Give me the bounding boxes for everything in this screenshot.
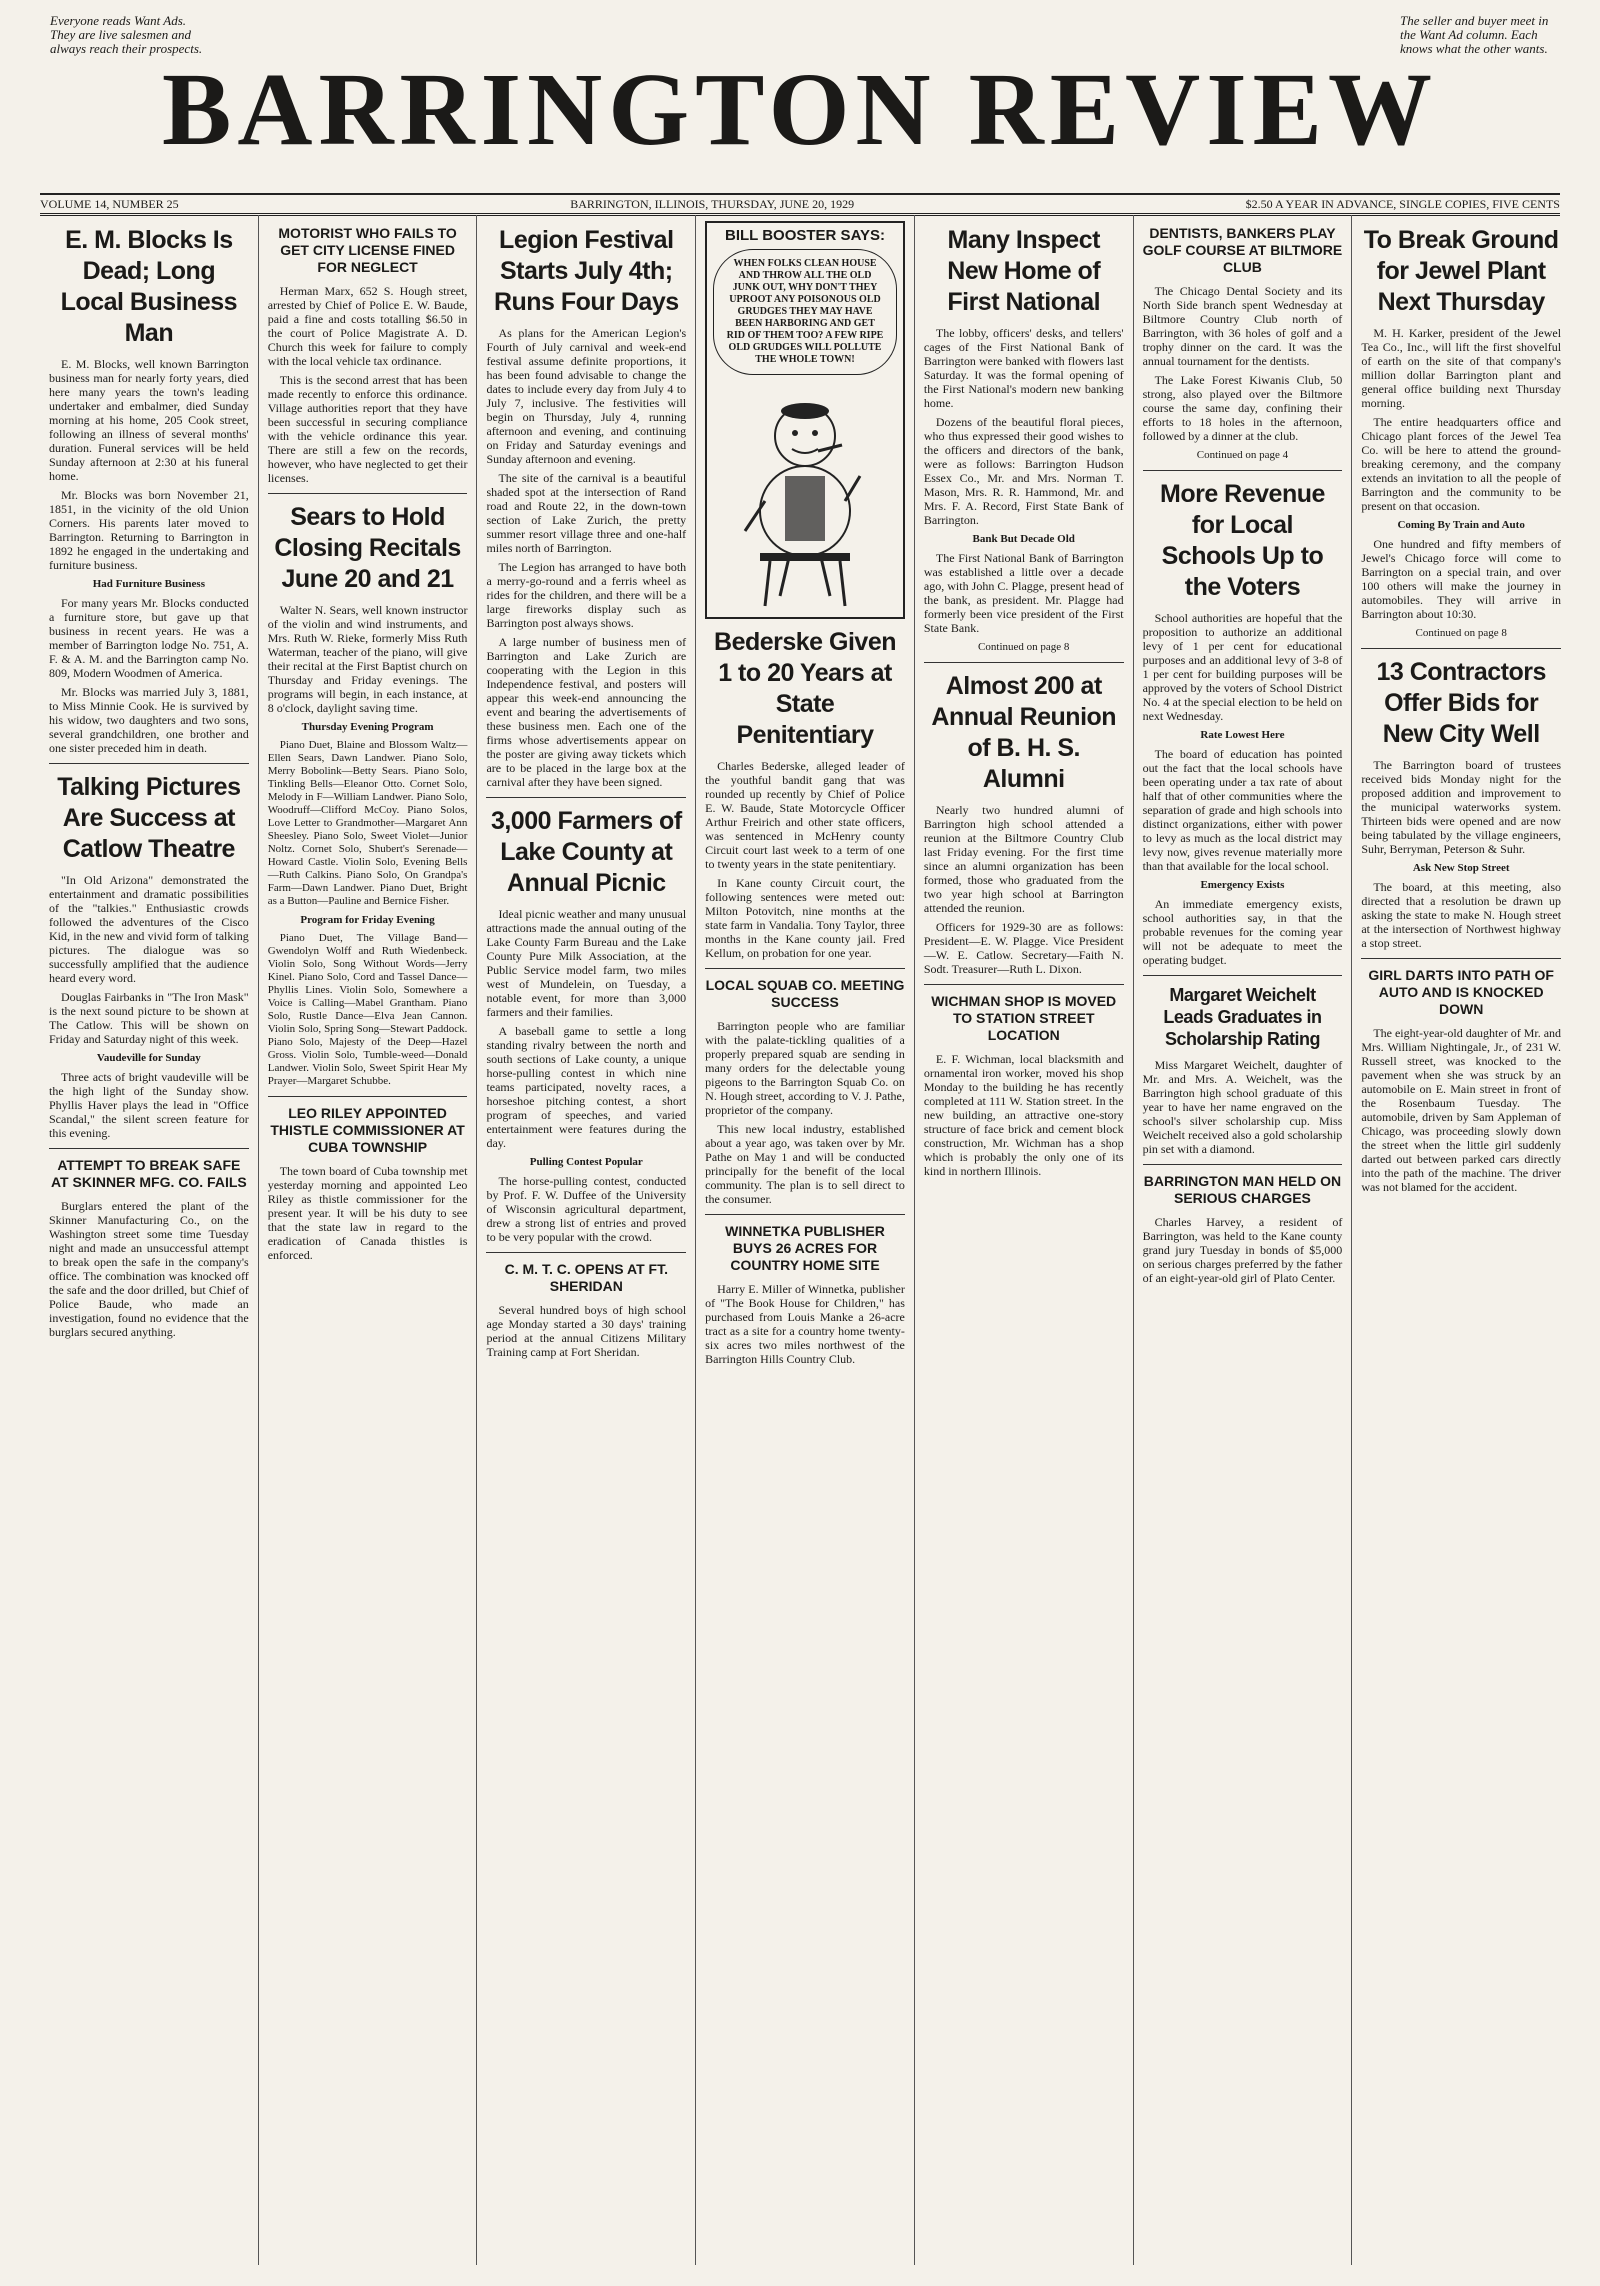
article-text: "In Old Arizona" demonstrated the entertainment and dramatic possibilities of the "talkies." Enthusiastic crowds followed the adventures of the Cisco Kid, in the new and vivid form of talking pictures. The dialogue was so successfully amplified that the audience heard every word. xyxy=(49,873,249,985)
subheading: Pulling Contest Popular xyxy=(529,1156,643,1168)
divider xyxy=(924,662,1124,663)
speech-bubble: WHEN FOLKS CLEAN HOUSE AND THROW ALL THE OLD JUNK OUT, WHY DON'T THEY UPROOT ANY POISONOUS OLD GRUDGES THEY MAY HAVE BEEN HARBORING AND GET RID OF THEM TOO? A FEW RIPE OLD GRUDGES WILL POLLUTE THE WHOLE TOWN! xyxy=(713,249,897,375)
headline-school-revenue: More Revenue for Local Schools Up to the Voters xyxy=(1160,480,1325,601)
headline-cmtc: C. M. T. C. OPENS AT FT. SHERIDAN xyxy=(504,1261,668,1294)
divider xyxy=(486,797,686,798)
article-text: The Chicago Dental Society and its North Side branch spent Wednesday at Biltmore Country Club north of Barrington, with 36 holes of golf and a trophy dinner on the card. It was the annual tournament for the dentists. xyxy=(1142,284,1343,368)
volume-number: VOLUME 14, NUMBER 25 xyxy=(40,197,179,211)
article-text: Dozens of the beautiful floral pieces, who thus expressed their good wishes to the officers and directors of the bank, were as follows: Barrington Hudson Essex Co., Mr. and Mrs. Norman T. Mason, Mrs. R. R. Hammond, Mr. and Mrs. F. A. Record, First State Bank of Barrington. xyxy=(923,415,1124,527)
left-ear: Everyone reads Want Ads. They are live salesmen and always reach their prospects. xyxy=(50,13,203,56)
subscription-price: $2.50 A YEAR IN ADVANCE, SINGLE COPIES, FIVE CENTS xyxy=(1245,197,1560,211)
article-text: The town board of Cuba township met yesterday morning and appointed Leo Riley as thistle commissioner for the present year. It will be his duty to see that the state law in regard to the eradication of Canada thistles is enforced. xyxy=(267,1164,468,1262)
article-text: Officers for 1929-30 are as follows: President—E. W. Plagge. Vice President—W. E. Catlow. Secretary—Faith N. Sodt. Treasurer—Ruth L. Dixon. xyxy=(923,920,1124,976)
column-2 xyxy=(259,215,478,2265)
divider xyxy=(49,763,249,764)
article-text: An immediate emergency exists, school authorities say, in that the probable revenues for the coming year will not be adequate to meet the operating budget. xyxy=(1142,897,1343,967)
article-text: The Barrington board of trustees received bids Monday night for the proposed addition and improvement to the municipal waterworks system. Thirteen bids were opened and are now being tabulated by the village engineers, Suhr, Berryman, Peterson & Suhr. xyxy=(1361,758,1562,856)
headline-motorist-fined: MOTORIST WHO FAILS TO GET CITY LICENSE FINED FOR NEGLECT xyxy=(278,225,457,275)
article-text: Several hundred boys of high school age Monday started a 30 days' training period at the annual Citizens Military Training camp at Fort Sheridan. xyxy=(486,1303,687,1359)
divider xyxy=(1361,958,1561,959)
headline-girl-knocked-down: GIRL DARTS INTO PATH OF AUTO AND IS KNOCKED DOWN xyxy=(1368,967,1554,1017)
headline-first-national: Many Inspect New Home of First National xyxy=(947,226,1101,316)
dateline-bar xyxy=(40,193,1560,216)
headline-legion-festival: Legion Festival Starts July 4th; Runs Four Days xyxy=(493,226,679,316)
article-text: Barrington people who are familiar with the palate-tickling qualities of a properly prepared squab are sending in many orders for the delectable young pigeons to the Barrington Squab Co. on N. Hough street, according to V. J. Pathe, proprietor of the company. xyxy=(705,1019,905,1117)
newspaper-nameplate: BARRINGTON REVIEW xyxy=(161,52,1439,167)
subheading: Rate Lowest Here xyxy=(1200,729,1285,741)
continued-note: Continued on page 8 xyxy=(1415,627,1507,639)
article-text: This new local industry, established about a year ago, was taken over by Mr. Pathe on May 1 and will be conducted principally for the benefit of the local community. The plan is to sell direct to the consumer. xyxy=(705,1122,905,1206)
headline-dentists-golf: DENTISTS, BANKERS PLAY GOLF COURSE AT BILTMORE CLUB xyxy=(1142,225,1343,275)
divider xyxy=(705,1214,905,1215)
divider xyxy=(268,493,468,494)
headline-squab-meeting: LOCAL SQUAB CO. MEETING SUCCESS xyxy=(705,977,905,1010)
headline-bederske-sentenced: Bederske Given 1 to 20 Years at State Penitentiary xyxy=(714,628,897,749)
article-text: Miss Margaret Weichelt, daughter of Mr. and Mrs. A. Weichelt, was the Barrington high school graduate of this year to have her name engraved on the school's silver scholarship cup. Miss Weichelt received also a gold scholarship pin set with a diamond. xyxy=(1142,1058,1343,1156)
column-5 xyxy=(915,215,1134,2265)
subheading: Vaudeville for Sunday xyxy=(96,1052,201,1064)
article-text: This is the second arrest that has been made recently to enforce this ordinance. Village authorities report that they have been successful in securing compliance with the vehicle ordinance this year. There are still a few on the records, however, who have neglected to get their licenses. xyxy=(267,373,468,485)
subheading: Bank But Decade Old xyxy=(972,533,1075,545)
column-4 xyxy=(696,215,915,2265)
right-ear: The seller and buyer meet in the Want Ad column. Each knows what the other wants. xyxy=(1400,13,1549,56)
article-text: Ideal picnic weather and many unusual attractions made the annual outing of the Lake County Farm Bureau and the Lake County Pure Milk Association, at the Public Service model farm, two miles west of Mundelein, on Tuesday, a notable event, for more than 3,000 farmers and their families. xyxy=(486,907,687,1019)
article-text: For many years Mr. Blocks conducted a furniture store, but gave up that business in recent years. He was a member of Barrington lodge No. 751, A. F. & A. M. and the Barrington camp No. 809, Modern Woodmen of America. xyxy=(49,596,249,680)
subheading: Had Furniture Business xyxy=(92,578,205,590)
article-text: Nearly two hundred alumni of Barrington high school attended a reunion at the Biltmore Country Club last Friday evening. For the first time since an alumni organization has been formed, those who graduated from the two year high school at Barrington attended the reunion. xyxy=(923,803,1124,915)
divider xyxy=(268,1096,468,1097)
headline-alumni-reunion: Almost 200 at Annual Reunion of B. H. S. Alumni xyxy=(931,672,1117,793)
subheading: Thursday Evening Program xyxy=(301,721,434,733)
article-text: Mr. Blocks was married July 3, 1881, to Miss Minnie Cook. He is survived by his widow, two daughters and two sons, several grandchildren, one brother and one sister preceded him in death. xyxy=(49,685,249,755)
article-text: Walter N. Sears, well known instructor of the violin and wind instruments, and Mrs. Ruth W. Rieke, formerly Miss Ruth Waterman, teacher of the piano, will give their recital at the First Baptist church on Thursday and Friday evenings. The programs will begin, in each instance, at 8 o'clock, daylight saving time. xyxy=(267,603,468,715)
program-list: Piano Duet, The Village Band—Gwendolyn Wolff and Ruth Wiedenbeck. Violin Solo, Song Without Words—Jerry Kinel. Piano Solo, Cord and Tassel Dance—Phyllis Lines. Violin Solo, Somewhere a Voice is Calling—Mabel Grantham. Piano Solo, Rustle Dance—Elva Jean Cannon. Violin Solo, Spring Song—Stewart Paddock. Piano Solo, Majesty of the Deep—Hazel Gross. Violin Solo, Tumble-weed—Donald Landwer. Violin Solo, Sweet Spirit Hear My Prayer—Margaret Schubbe. xyxy=(267,932,468,1087)
continued-note: Continued on page 4 xyxy=(1196,449,1289,461)
article-text: One hundred and fifty members of Jewel's Chicago force will come to Barrington on a special train, and over 100 others will make the journey in automobiles. They will arrive in Barrington about 10:30. xyxy=(1361,537,1562,621)
article-text: Charles Harvey, a resident of Barrington, was held to the Kane county grand jury Tuesday in bonds of $5,000 on serious charges preferred by the father of an eight-year-old girl of Plato Center. xyxy=(1142,1215,1343,1285)
headline-winnetka-publisher: WINNETKA PUBLISHER BUYS 26 ACRES FOR COUNTRY HOME SITE xyxy=(725,1223,885,1273)
article-text: The site of the carnival is a beautiful shaded spot at the intersection of Rand road and Route 22, in the down-town section of Lake Zurich, the pretty summer resort village three and one-half miles north of Barrington. xyxy=(486,471,687,555)
headline-talking-pictures: Talking Pictures Are Success at Catlow Theatre xyxy=(57,773,241,863)
article-text: A large number of business men of Barrington and Lake Zurich are cooperating with the Legion in this Independence festival, and posters will appear this week-end announcing the event and bearing the advertisements of these business men. Each one of the firms whose advertisements appear on the poster are giving away tickets which are to be placed in the large box at the carnival after they have been signed. xyxy=(486,635,687,789)
subheading: Emergency Exists xyxy=(1200,879,1285,891)
article-text: Charles Bederske, alleged leader of the youthful bandit gang that was rounded up recently by Chief of Police E. W. Baude, State Motorcycle Officer Arthur Freirich and other state officers, was sentenced in McHenry county Circuit court last week to a term of one to twenty years in the state penitentiary. xyxy=(705,759,905,871)
headline-blocks-dead: E. M. Blocks Is Dead; Long Local Business Man xyxy=(60,226,238,347)
article-text: A baseball game to settle a long standing rivalry between the north and south sections of Lake county, a unique horse-pulling contest in which nine teams participated, novelty races, a horseshoe pitching contest, a short program of speeches, and varied entertainment were features during the day. xyxy=(486,1024,687,1150)
headline-jewel-plant: To Break Ground for Jewel Plant Next Thursday xyxy=(1363,226,1559,316)
article-text: The lobby, officers' desks, and tellers' cages of the First National Bank of Barrington were banked with flowers last Saturday. It was the formal opening of the First National's modern new banking home. xyxy=(923,326,1124,410)
article-text: In Kane county Circuit court, the following sentences were meted out: Milton Potovitch, nine months at the state farm in Vandalia. Tony Taylor, three months in the Kane county jail. Fred Kellum, on probation for one year. xyxy=(705,876,905,960)
headline-weichelt-scholarship: Margaret Weichelt Leads Graduates in Scholarship Rating xyxy=(1163,985,1322,1049)
article-text: The Lake Forest Kiwanis Club, 50 strong, also played over the Biltmore course the same day, confining their efforts to 18 holes in the afternoon, followed by a dinner at the club. xyxy=(1142,373,1343,443)
headline-man-held: BARRINGTON MAN HELD ON SERIOUS CHARGES xyxy=(1143,1173,1342,1206)
divider xyxy=(1143,1164,1343,1165)
headline-farmers-picnic: 3,000 Farmers of Lake County at Annual Picnic xyxy=(490,807,682,897)
divider xyxy=(1143,470,1343,471)
column-7 xyxy=(1352,215,1570,2265)
divider xyxy=(1361,648,1561,649)
page-columns xyxy=(40,215,1570,2265)
column-3 xyxy=(477,215,696,2265)
place-and-date: BARRINGTON, ILLINOIS, THURSDAY, JUNE 20, 1929 xyxy=(570,197,855,211)
bill-booster-cartoon xyxy=(705,221,905,619)
headline-sears-recitals: Sears to Hold Closing Recitals June 20 and 21 xyxy=(274,503,461,593)
article-text: E. M. Blocks, well known Barrington business man for nearly forty years, died here many years the town's leading undertaker and embalmer, died Sunday morning at his home, 205 Cook street, following an illness of several months' duration. Funeral services will be held Sunday afternoon at 2:30 at his funeral home. xyxy=(49,357,249,483)
subheading: Coming By Train and Auto xyxy=(1397,519,1525,531)
article-text: School authorities are hopeful that the proposition to authorize an additional levy of 1 per cent for educational purposes and an additional levy of 3-8 of 1 per cent for building purposes will be approved by the voters of School District No. 4 at the special election to be held on next Wednesday. xyxy=(1142,611,1343,723)
article-text: E. F. Wichman, local blacksmith and ornamental iron worker, moved his shop Monday to the building he has recently completed at 111 W. Station street. In the new building, an attractive one-story structure of face brick and cement block construction, Mr. Wichman has a shop which is probably the only one of its kind in northern Illinois. xyxy=(923,1052,1124,1178)
divider xyxy=(924,984,1124,985)
article-text: The horse-pulling contest, conducted by Prof. F. W. Duffee of the University of Wisconsin agricultural department, drew a strong list of entries and proved to be very popular with the crowd. xyxy=(486,1174,687,1244)
column-1 xyxy=(40,215,259,2265)
article-text: The board of education has pointed out the fact that the local schools have been operating under a tax rate of about half that of other communities where the separation of grade and high schools into distinct organizations, either with power to levy as much as the local district may levy now, gives revenue materially more than that available for the local school. xyxy=(1142,747,1343,873)
divider xyxy=(1143,975,1343,976)
article-text: Three acts of bright vaudeville will be the high light of the Sunday show. Phyllis Haver plays the lead in "Office Scandal," the silent screen feature for this evening. xyxy=(49,1070,249,1140)
continued-note: Continued on page 8 xyxy=(978,641,1070,653)
article-text: The board, at this meeting, also directed that a resolution be drawn up asking the state to make N. Hough street at the intersection of Northwest highway a stop street. xyxy=(1361,880,1562,950)
headline-leo-riley: LEO RILEY APPOINTED THISTLE COMMISSIONER AT CUBA TOWNSHIP xyxy=(270,1105,465,1155)
headline-contractors-bids: 13 Contractors Offer Bids for New City Well xyxy=(1376,658,1546,748)
divider xyxy=(705,968,905,969)
subheading: Program for Friday Evening xyxy=(300,914,435,926)
article-text: The Legion has arranged to have both a merry-go-round and a ferris wheel as rides for the children, and there will be a large fireworks display such as Barrington post always shows. xyxy=(486,560,687,630)
bill-booster-figure-icon xyxy=(720,381,890,611)
article-text: Mr. Blocks was born November 21, 1851, in the vicinity of the old Union Corners. His parents later moved to Barrington. Returning to Barrington in 1892 he engaged in the undertaking and furniture business. xyxy=(49,488,249,572)
masthead xyxy=(0,0,1600,210)
headline-skinner-safe: ATTEMPT TO BREAK SAFE AT SKINNER MFG. CO. FAILS xyxy=(50,1157,247,1190)
article-text: M. H. Karker, president of the Jewel Tea Co., Inc., will lift the first shovelful of earth on the site of that company's million dollar Barrington plant and general office building next Thursday morning. xyxy=(1361,326,1562,410)
article-text: The entire headquarters office and Chicago plant forces of the Jewel Tea Co. will be here to attend the ground-breaking ceremony, and the company extends an invitation to all the people of Barrington and the community to be present on that occasion. xyxy=(1361,415,1562,513)
program-list: Piano Duet, Blaine and Blossom Waltz—Ellen Sears, Dawn Landwer. Piano Solo, Merry Bobolink—Betty Sears. Piano Solo, Tinkling Bells—Eleanor Otto. Cornet Solo, Melody in F—William Landwer. Piano Solo, Woodruff—Clifford McCoy. Piano Solos, Love Letter to Grandmother—Margaret Ann Sheesley. Piano Solo, Sweet Violet—Junior Noltz. Cornet Solo, Shubert's Serenade—Howard Castle. Violin Solo, Evening Bells—Ruth Calkins. Piano Solo, On Grandpa's Farm—Dawn Landwer. Piano Duet, Bright as a Button—Pauline and Bernice Fisher. xyxy=(267,739,468,907)
article-text: As plans for the American Legion's Fourth of July carnival and week-end festival assume definite proportions, it has been found advisable to change the dates to include every day from July 4 to July 7, inclusive. The festivities will begin on Thursday, July 4, running afternoon and evening, and continuing on Friday and Saturday evenings and Sunday afternoon and evening. xyxy=(486,326,687,466)
article-text: Douglas Fairbanks in "The Iron Mask" is the next sound picture to be shown at The Catlow. This will be shown on Friday and Saturday night of this week. xyxy=(49,990,249,1046)
divider xyxy=(486,1252,686,1253)
article-text: The eight-year-old daughter of Mr. and Mrs. William Nightingale, Jr., of 231 W. Russell street, was knocked to the pavement when she was struck by an automobile on E. Main street in front of the Rosenbaum Tuesday. The automobile, driven by Sam Appleman of Chicago, was proceeding slowly down the street when the little girl suddenly darted out between parked cars directly into the path of the machine. The driver was not blamed for the accident. xyxy=(1361,1026,1562,1194)
subheading: Ask New Stop Street xyxy=(1412,862,1510,874)
headline-wichman-shop: WICHMAN SHOP IS MOVED TO STATION STREET LOCATION xyxy=(931,993,1117,1043)
cartoon-title: BILL BOOSTER SAYS: xyxy=(725,227,886,244)
article-text: The First National Bank of Barrington was established a little over a decade ago, with John C. Plagge, present head of the bank, as president. Mr. Plagge had formerly been vice president of the First State Bank. xyxy=(923,551,1124,635)
article-text: Herman Marx, 652 S. Hough street, arrested by Chief of Police E. W. Baude, paid a fine and costs totalling $6.50 in the court of Police Magistrate A. D. Church this week for failure to comply with the local vehicle tax ordinance. xyxy=(267,284,468,368)
divider xyxy=(49,1148,249,1149)
column-6 xyxy=(1134,215,1353,2265)
article-text: Burglars entered the plant of the Skinner Manufacturing Co., on the Washington street some time Tuesday night and made an unsuccessful attempt to break open the safe in the company's office. The combination was knocked off the safe and the door drilled, but Chief of Police Baude, who made an investigation, found no evidence that the burglars secured anything. xyxy=(49,1199,249,1339)
article-text: Harry E. Miller of Winnetka, publisher of "The Book House for Children," has purchased from Louis Manke a 26-acre tract as a site for a country home twenty-six acres two miles northwest of the Barrington Hills Country Club. xyxy=(705,1282,905,1366)
